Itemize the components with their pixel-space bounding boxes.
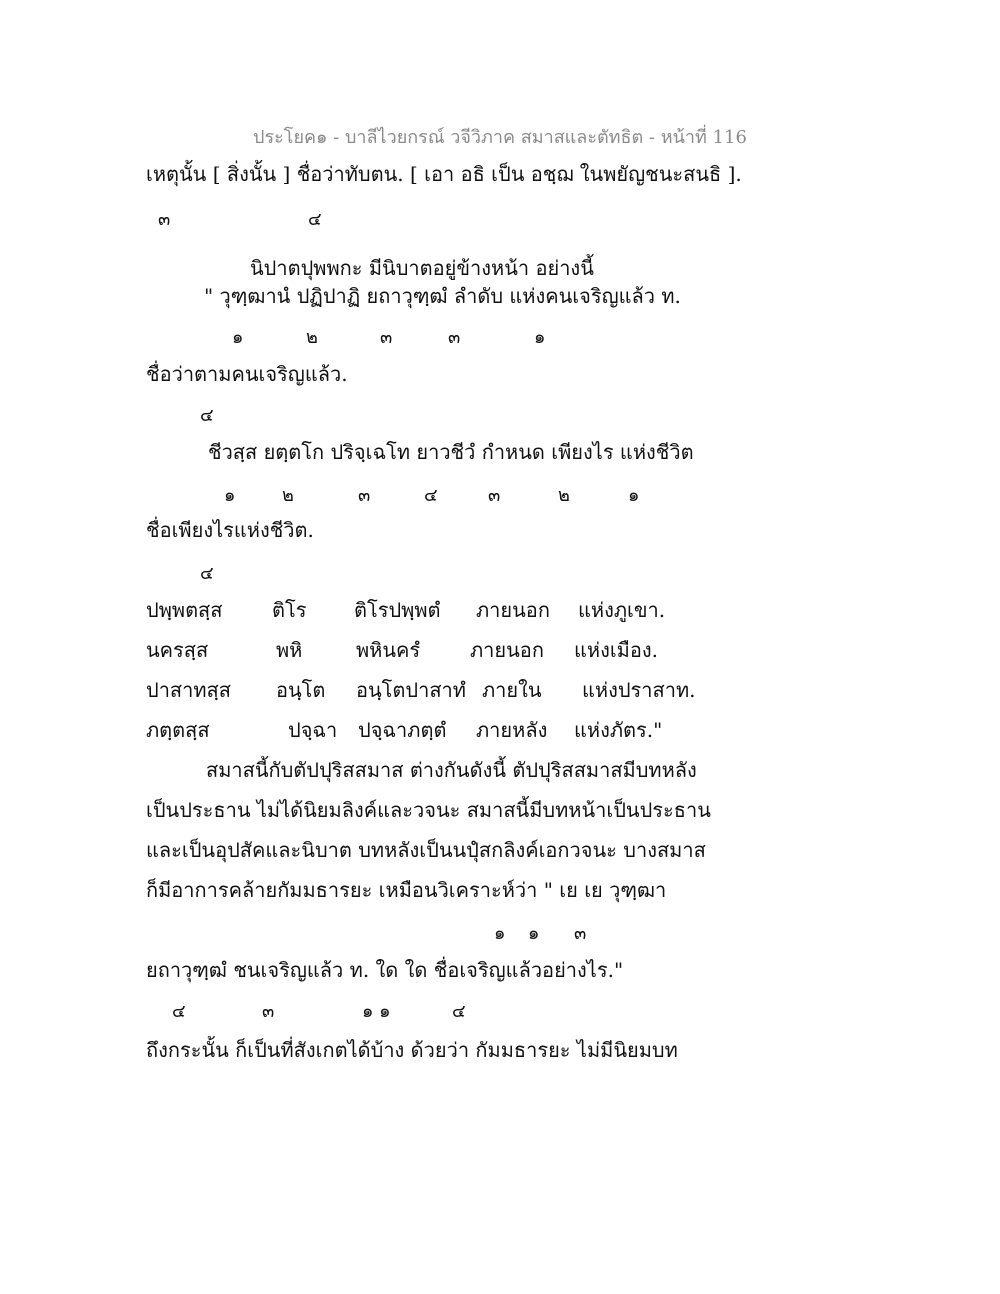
text-line: เหตุนั้น [ สิ่งนั้น ] ชื่อว่าทับตน. [ เอา อธิ เป็น อชฺฌ ในพยัญชนะสนธิ ].: [146, 162, 742, 186]
table-cell: พหินครํ: [356, 638, 421, 662]
table-cell: ติโรปพฺพตํ: [354, 598, 441, 622]
table-cell: แห่งภูเขา.: [578, 598, 666, 622]
paragraph-line: ถึงกระนั้น ก็เป็นที่สังเกตได้บ้าง ด้วยว่า กัมมธารยะ ไม่มีนิยมบท: [146, 1038, 678, 1062]
reading-order-mark: ๓: [574, 923, 587, 944]
table-cell: แห่งปราสาท.: [582, 678, 696, 702]
table-cell: อนฺโต: [276, 678, 326, 702]
reading-order-mark: ๑: [494, 923, 506, 944]
reading-order-mark: ๒: [306, 327, 318, 348]
table-cell: ภตฺตสฺส: [146, 718, 210, 742]
table-cell: ภายใน: [482, 678, 542, 702]
table-cell: ปจฺฉาภตฺตํ: [358, 718, 447, 742]
paragraph-line: และเป็นอุปสัคและนิบาต บทหลังเป็นนปุํสกลิงค์เอกวจนะ บางสมาส: [146, 838, 706, 862]
reading-order-mark: ๓: [380, 327, 393, 348]
reading-order-mark: ๑: [628, 485, 640, 506]
table-cell: พหิ: [276, 638, 303, 662]
text-line: นิปาตปุพพกะ มีนิบาตอยู่ข้างหน้า อย่างนี้: [250, 256, 594, 280]
reading-order-mark: ๒: [282, 485, 294, 506]
reading-order-mark: ๑: [534, 327, 546, 348]
page-header: ประโยค๑ - บาลีไวยกรณ์ วจีวิภาค สมาสและตัทธิต - หน้าที่ 116: [253, 127, 747, 148]
reading-order-mark: ๑: [224, 485, 236, 506]
reading-order-mark: ๒: [558, 485, 570, 506]
paragraph-line: ก็มีอาการคล้ายกัมมธารยะ เหมือนวิเคราะห์ว่า " เย เย วุฑฺฒา: [146, 878, 667, 902]
reading-order-mark: ๓: [488, 485, 501, 506]
reading-order-mark: ๔: [308, 209, 322, 230]
paragraph-line: ยถาวุฑฺฒํ ชนเจริญแล้ว ท. ใด ใด ชื่อเจริญแล้วอย่างไร.": [146, 958, 624, 982]
table-cell: แห่งภัตร.": [574, 718, 663, 742]
reading-order-mark: ๓: [158, 209, 171, 230]
table-cell: นครสฺส: [146, 638, 209, 662]
text-line: ชื่อเพียงไรแห่งชีวิต.: [146, 518, 314, 542]
table-cell: ภายนอก: [470, 638, 544, 662]
reading-order-mark: ๑: [232, 327, 244, 348]
reading-order-mark: ๔: [200, 563, 214, 584]
paragraph-line: สมาสนี้กับตัปปุริสสมาส ต่างกันดังนี้ ตัปปุริสสมาสมีบทหลัง: [206, 758, 697, 782]
reading-order-mark: ๔: [452, 1001, 466, 1022]
reading-order-mark: ๓: [358, 485, 371, 506]
reading-order-mark: ๔: [172, 1001, 186, 1022]
table-cell: ภายนอก: [476, 598, 550, 622]
table-cell: ปจฺฉา: [288, 718, 338, 742]
reading-order-mark: ๔: [424, 485, 438, 506]
reading-order-mark: ๑: [528, 923, 540, 944]
reading-order-mark: ๑ ๑: [362, 1001, 391, 1022]
table-cell: ปาสาทสฺส: [146, 678, 231, 702]
table-cell: ปพฺพตสฺส: [146, 598, 223, 622]
reading-order-mark: ๓: [262, 1001, 275, 1022]
table-cell: ติโร: [272, 598, 307, 622]
table-cell: แห่งเมือง.: [574, 638, 658, 662]
reading-order-mark: ๓: [448, 327, 461, 348]
text-line: ชีวสฺส ยตฺตโก ปริจฺเฉโท ยาวชีวํ กำหนด เพียงไร แห่งชีวิต: [208, 440, 694, 464]
reading-order-mark: ๔: [200, 405, 214, 426]
paragraph-line: เป็นประธาน ไม่ได้นิยมลิงค์และวจนะ สมาสนี้มีบทหน้าเป็นประธาน: [146, 798, 711, 822]
table-cell: อนฺโตปาสาทํ: [356, 678, 466, 702]
text-line: " วุฑฺฒานํ ปฏิปาฏิ ยถาวุฑฺฒํ ลำดับ แห่งคนเจริญแล้ว ท.: [204, 284, 681, 308]
text-line: ชื่อว่าตามคนเจริญแล้ว.: [146, 362, 348, 386]
table-cell: ภายหลัง: [476, 718, 548, 742]
